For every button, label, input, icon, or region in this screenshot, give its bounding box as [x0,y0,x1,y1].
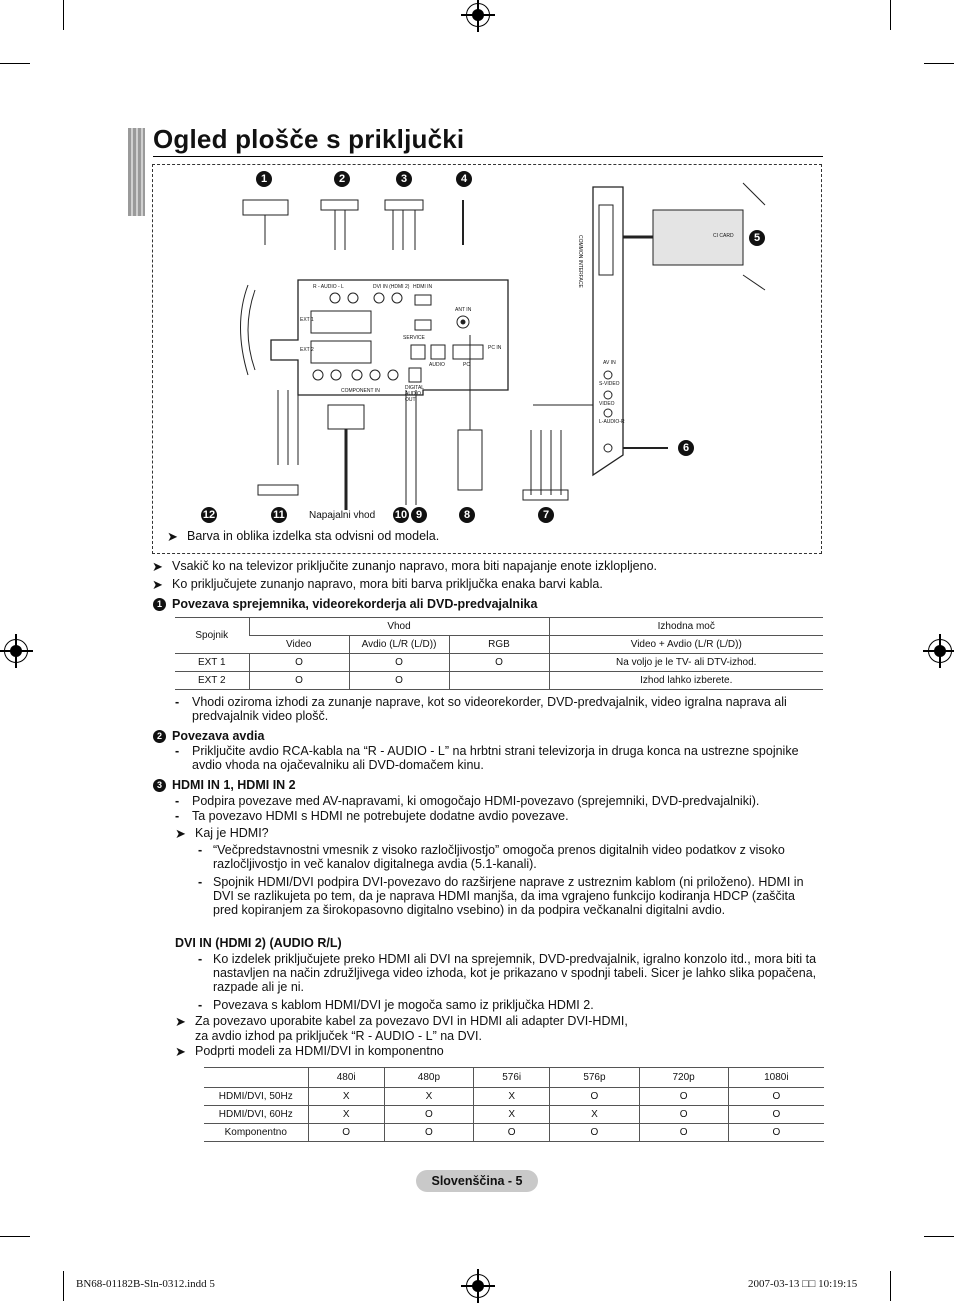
crop-mark [63,1271,64,1301]
table-cell: X [474,1088,550,1106]
hdmi-bullet-text: “Večpredstavnostni vmesnik z visoko razločljivostjo” omogoča prenos digitalnih video podatkov z visoko razločljivostjo in več kanalov digitalnega avdia (5.1-kanali). [213,843,785,871]
note-arrow-icon: ➤ [175,826,186,841]
callout-9: 9 [411,507,427,523]
rear-panel-illustration [153,165,821,553]
table-cell: O [550,1124,639,1142]
registration-mark-icon [466,3,490,27]
note-arrow-icon: ➤ [175,1014,186,1029]
label-ext1: EXT 1 [300,317,314,323]
label-pc: PC [463,362,470,368]
title-rule [153,156,823,157]
table-cell: O [639,1124,728,1142]
callout-11: 11 [271,507,287,523]
table-header: 1080i [728,1068,824,1088]
registration-mark-icon [928,639,952,663]
callout-7: 7 [538,507,554,523]
table-cell: X [308,1088,384,1106]
callout-12: 12 [202,509,216,521]
label-audio-pc: AUDIO [429,362,445,368]
table-cell: Na voljo je le TV- ali DTV-izhod. [549,654,823,672]
dvi-note-2 [175,1044,444,1059]
what-is-hdmi-text: Kaj je HDMI? [195,826,269,840]
table-cell: O [728,1088,824,1106]
section-3-bullet-1: - Podpira povezave med AV-napravami, ki omogočajo HDMI-povezavo (sprejemniki, DVD-predvajalniki). [175,794,823,808]
table-header: 576p [550,1068,639,1088]
date-slug: 2007-03-13 □□ 10:19:15 [748,1278,858,1290]
dvi-heading: DVI IN (HDMI 2) (AUDIO R/L) [175,936,342,950]
table-header: 720p [639,1068,728,1088]
section-3-bullet-text: Ta povezavo HDMI s HDMI ne potrebujete dodatne avdio povezave. [192,809,569,823]
table-cell: O [639,1106,728,1124]
table-subheader: Video + Avdio (L/R (L/D)) [549,636,823,654]
table-header-izhod: Izhodna moč [549,618,823,636]
note-arrow-icon: ➤ [152,577,163,592]
table-cell: O [474,1124,550,1142]
table-cell: EXT 1 [175,654,249,672]
label-common-interface: COMMON INTERFACE [577,235,583,288]
dvi-bullet-2: - Povezava s kablom HDMI/DVI je mogoča samo iz priključka HDMI 2. [198,998,823,1012]
label-component: COMPONENT IN [341,388,380,394]
table-cell: EXT 2 [175,672,249,690]
note-top-1 [152,559,657,574]
note-top-2-text: Ko priključujete zunanjo napravo, mora biti barva priključka enaka barvi kabla. [172,577,603,591]
table-cell: Izhod lahko izberete. [549,672,823,690]
section-2-heading [153,729,264,743]
table-subheader: Video [249,636,349,654]
table-cell: O [308,1124,384,1142]
section-2-bullet-text: Priključite avdio RCA-kabla na “R - AUDIO - L” na hrbtni strani televizorja in druga konca na ustrezne spojnike avdio vhoda na ojačevalniku ali DVD-domačem kinu. [192,744,799,772]
crop-mark [924,1236,954,1237]
table-row [175,654,823,672]
table-cell: O [349,654,449,672]
section-3-number: 3 [153,779,166,792]
label-s-video: S-VIDEO [599,381,620,387]
dvi-note-line-1: Za povezavo uporabite kabel za povezavo DVI in HDMI ali adapter DVI-HDMI, [195,1014,628,1028]
label-digital-audio: DIGITAL AUDIO OUT [405,385,424,403]
section-2-heading-text: Povezava avdia [172,729,265,743]
table-cell: O [728,1124,824,1142]
table-cell: HDMI/DVI, 50Hz [204,1088,308,1106]
label-av-in: AV IN [603,360,616,366]
crop-mark [890,1271,891,1301]
section-1-heading-text: Povezava sprejemnika, videorekorderja ali DVD-predvajalnika [172,597,538,611]
table-row [204,1088,824,1106]
page-number-badge: Slovenščina - 5 [416,1170,538,1192]
table-cell: O [550,1088,639,1106]
label-dvi: DVI IN (HDMI 2) [373,284,410,290]
callout-10: 10 [394,509,408,521]
dvi-note-1 [175,1014,825,1044]
table-cell: X [474,1106,550,1124]
label-ant: ANT IN [455,307,472,313]
table-subheader: RGB [449,636,549,654]
hdmi-bullet-2: - Spojnik HDMI/DVI podpira DVI-povezavo do razširjene naprave z ustreznim kablom (ni priloženo). HDMI in DVI se razlikujeta po tem, da je naprava HDMI manjša, da ima vgrajeno funkcijo kodiranja HDCP (zaščita pred kopiranjem za širokopasovno digitalno vsebino) in da podpira večkanalni digitalni avdio. [198,875,823,917]
page-title: Ogled plošče s priključki [153,124,465,154]
label-video: VIDEO [599,401,615,407]
power-input-label: Napajalni vhod [309,510,376,521]
callout-3: 3 [396,171,412,187]
table-cell: O [384,1106,473,1124]
table-cell: O [384,1124,473,1142]
section-2-bullet: - Priključite avdio RCA-kabla na “R - AUDIO - L” na hrbtni strani televizorja in druga konca na ustrezne spojnike avdio vhoda na ojačevalniku ali DVD-domačem kinu. [175,744,823,772]
label-service: SERVICE [403,335,425,341]
table-header: 576i [474,1068,550,1088]
hdmi-bullet-1: - “Večpredstavnostni vmesnik z visoko razločljivostjo” omogoča prenos digitalnih video podatkov z visoko razločljivostjo in več kanalov digitalnega avdia (5.1-kanali). [198,843,823,871]
table-cell: X [308,1106,384,1124]
diagram-note-text: Barva in oblika izdelka sta odvisni od modela. [187,529,440,543]
ext-table [175,617,823,690]
section-3-bullet-text: Podpira povezave med AV-napravami, ki omogočajo HDMI-povezavo (sprejemniki, DVD-predvajalniki). [192,794,760,808]
crop-mark [0,63,30,64]
section-1-bullet: - Vhodi oziroma izhodi za zunanje naprave, kot so videorekorder, DVD-predvajalnik, video igralna naprava ali predvajalnik video plošč. [175,695,823,723]
diagram-note [167,529,439,545]
table-cell: HDMI/DVI, 60Hz [204,1106,308,1124]
table-cell: O [349,672,449,690]
table-cell: O [639,1088,728,1106]
label-ext2: EXT 2 [300,347,314,353]
note-top-1-text: Vsakič ko na televizor priključite zunanjo napravo, mora biti napajanje enote izklopljeno. [172,559,657,573]
section-2-number: 2 [153,730,166,743]
hdmi-bullet-text: Spojnik HDMI/DVI podpira DVI-povezavo do razširjene naprave z ustreznim kablom (ni priloženo). HDMI in DVI se razlikujeta po tem, da je naprava HDMI manjša, da ima vgrajeno funkcijo kodiranja HDCP (zaščita pred kopiranjem za širokopasovno digitalno vsebino) in da podpira večkanalni digitalni avdio. [213,875,804,917]
section-1-bullet-text: Vhodi oziroma izhodi za zunanje naprave, kot so videorekorder, DVD-predvajalnik, video igralna naprava ali predvajalnik video plošč. [192,695,787,723]
callout-5: 5 [749,230,765,246]
table-cell [204,1068,308,1088]
note-arrow-icon: ➤ [167,529,178,544]
table-subheader: Avdio (L/R (L/D)) [349,636,449,654]
modes-table [204,1067,824,1142]
section-3-bullet-2: - Ta povezavo HDMI s HDMI ne potrebujete dodatne avdio povezave. [175,809,823,823]
label-hdmi: HDMI IN [413,284,433,290]
crop-mark [890,0,891,30]
what-is-hdmi [175,826,269,841]
table-header-spojnik: Spojnik [175,618,249,654]
table-header-vhod: Vhod [249,618,549,636]
table-cell [449,672,549,690]
table-cell: O [249,672,349,690]
table-row [204,1124,824,1142]
table-cell: Komponentno [204,1124,308,1142]
dvi-bullet-text: Povezava s kablom HDMI/DVI je mogoča samo iz priključka HDMI 2. [213,998,594,1012]
label-audio-side: L-AUDIO-R [599,419,625,425]
dvi-note-line-2: za avdio izhod pa priključek “R - AUDIO - L” na DVI. [195,1029,482,1043]
section-1-heading [153,597,537,611]
note-top-2 [152,577,603,592]
table-cell: O [728,1106,824,1124]
section-1-number: 1 [153,598,166,611]
callout-1: 1 [256,171,272,187]
crop-mark [63,0,64,30]
label-ci-card: CI CARD [713,233,734,239]
file-slug: BN68-01182B-Sln-0312.indd 5 [76,1278,215,1290]
note-arrow-icon: ➤ [175,1044,186,1059]
title-decoration [128,128,145,216]
section-3-heading [153,778,296,792]
callout-2: 2 [334,171,350,187]
registration-mark-icon [466,1274,490,1298]
table-cell: X [384,1088,473,1106]
table-row [175,672,823,690]
dvi-bullet-1: - Ko izdelek priključujete preko HDMI ali DVI na sprejemnik, DVD-predvajalnik, igralno konzolo itd., mora biti ta nastavljen na način združljivega video izhoda, kot je prikazano v spodnji tabeli. Sicer je lahko slika popačena, razpade ali je ni. [198,952,823,994]
crop-mark [0,1236,30,1237]
callout-6: 6 [678,440,694,456]
table-header: 480p [384,1068,473,1088]
label-pc-in: PC IN [488,345,502,351]
connection-diagram [152,164,822,554]
dvi-note-2-text: Podprti modeli za HDMI/DVI in komponentno [195,1044,444,1058]
table-header: 480i [308,1068,384,1088]
crop-mark [924,63,954,64]
note-arrow-icon: ➤ [152,559,163,574]
callout-4: 4 [456,171,472,187]
callout-8: 8 [459,507,475,523]
dvi-bullet-text: Ko izdelek priključujete preko HDMI ali DVI na sprejemnik, DVD-predvajalnik, igralno konzolo itd., mora biti ta nastavljen na način združljivega video izhoda, kot je prikazano v spodnji tabeli. Sicer je lahko slika popačena, razpade ali je ni. [213,952,817,994]
table-cell: O [449,654,549,672]
registration-mark-icon [4,639,28,663]
table-cell: O [249,654,349,672]
table-row [204,1106,824,1124]
label-audio: R - AUDIO - L [313,284,344,290]
table-cell: X [550,1106,639,1124]
section-3-heading-text: HDMI IN 1, HDMI IN 2 [172,778,296,792]
